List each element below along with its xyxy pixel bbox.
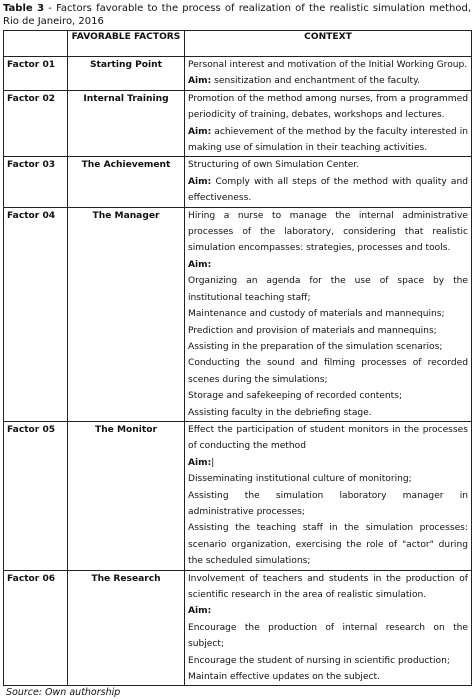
factor-id: Factor 01 bbox=[4, 57, 68, 91]
source-note: Source: Own authorship bbox=[6, 687, 121, 699]
table-row bbox=[4, 157, 472, 207]
header-favorable-factors: FAVORABLE FACTORS bbox=[68, 31, 185, 57]
context-text: Conducting the sound and filming processes of recorded scenes during the simulations; bbox=[188, 358, 468, 385]
context-cell bbox=[185, 57, 472, 91]
table-row bbox=[4, 57, 472, 91]
context-line bbox=[188, 157, 468, 173]
context-line bbox=[188, 488, 468, 521]
context-text: Personal interest and motivation of the Initial Working Group. bbox=[188, 60, 468, 70]
context-line bbox=[188, 620, 468, 653]
table-caption bbox=[3, 2, 471, 28]
context-line bbox=[188, 339, 468, 355]
context-text: achievement of the method by the faculty interested in making use of simulation in their teaching activities. bbox=[188, 126, 468, 154]
context-text: Involvement of teachers and students in the production of scientific research in the area of realistic simulation. bbox=[188, 573, 468, 600]
factor-name: The Monitor bbox=[68, 421, 185, 570]
context-line bbox=[188, 422, 468, 455]
context-text: Organizing an agenda for the use of space by the institutional teaching staff; bbox=[188, 276, 468, 303]
aim-label: Aim: bbox=[188, 606, 212, 617]
table-row bbox=[4, 421, 472, 570]
context-text: Disseminating institutional culture of monitoring; bbox=[188, 474, 412, 485]
context-line bbox=[188, 455, 468, 471]
factor-name: The Research bbox=[68, 570, 185, 686]
context-line bbox=[188, 571, 468, 604]
caption-text: - Factors favorable to the process of realization of the realistic simulation method, Rio de Janeiro, 2016 bbox=[3, 3, 471, 27]
context-text: Promotion of the method among nurses, from a programmed periodicity of training, debates, workshops and lectures. bbox=[188, 93, 468, 121]
context-line bbox=[188, 257, 468, 273]
context-text: Effect the participation of student monitors in the processes of conducting the method bbox=[188, 424, 468, 452]
context-line bbox=[188, 520, 468, 569]
context-line bbox=[188, 653, 468, 669]
context-line bbox=[188, 73, 468, 89]
factor-name: The Manager bbox=[68, 207, 185, 421]
header-blank bbox=[4, 31, 68, 57]
context-line bbox=[188, 355, 468, 388]
context-cell bbox=[185, 570, 472, 686]
aim-label: Aim: bbox=[188, 176, 212, 187]
context-text: Hiring a nurse to manage the internal administrative processes of the laboratory, considering that realistic simulation encompasses: strategies, processes and tools. bbox=[188, 210, 468, 254]
caption-label: Table 3 bbox=[3, 3, 45, 14]
factor-name: The Achievement bbox=[68, 157, 185, 207]
context-text: Assisting the teaching staff in the simulation processes: scenario organization, exercising the role of "actor" during the scheduled simulations; bbox=[188, 523, 468, 567]
aim-label: Aim: bbox=[188, 126, 212, 137]
table-row bbox=[4, 207, 472, 421]
context-text: Comply with all steps of the method with quality and effectiveness. bbox=[188, 176, 468, 204]
context-line bbox=[188, 405, 468, 421]
context-line bbox=[188, 388, 468, 404]
context-line bbox=[188, 124, 468, 157]
context-line bbox=[188, 57, 468, 73]
table-header-row bbox=[4, 31, 472, 57]
aim-label: Aim: bbox=[188, 259, 212, 270]
context-cell bbox=[185, 90, 472, 157]
context-cell bbox=[185, 157, 472, 207]
factor-id: Factor 02 bbox=[4, 90, 68, 157]
context-text: Storage and safekeeping of recorded contents; bbox=[188, 391, 403, 402]
aim-label: Aim: bbox=[188, 457, 212, 468]
factor-id: Factor 05 bbox=[4, 421, 68, 570]
context-text: Maintain effective updates on the subject. bbox=[188, 672, 380, 683]
context-line bbox=[188, 91, 468, 124]
context-line bbox=[188, 273, 468, 306]
context-text: sensitization and enchantment of the faculty. bbox=[211, 76, 421, 87]
context-line bbox=[188, 174, 468, 207]
context-line bbox=[188, 323, 468, 339]
table-row bbox=[4, 90, 472, 157]
context-text: Prediction and provision of materials and mannequins; bbox=[188, 325, 437, 336]
context-line bbox=[188, 208, 468, 257]
context-text: Assisting the simulation laboratory manager in administrative processes; bbox=[188, 490, 468, 517]
context-text: Maintenance and custody of materials and mannequins; bbox=[188, 309, 445, 320]
context-cell bbox=[185, 207, 472, 421]
context-text: Assisting faculty in the debriefing stage. bbox=[188, 407, 372, 418]
factor-id: Factor 06 bbox=[4, 570, 68, 686]
factor-name: Internal Training bbox=[68, 90, 185, 157]
header-context: CONTEXT bbox=[185, 31, 472, 57]
context-text: | bbox=[211, 457, 215, 468]
table-row bbox=[4, 570, 472, 686]
factor-id: Factor 04 bbox=[4, 207, 68, 421]
context-text: Structuring of own Simulation Center. bbox=[188, 160, 360, 171]
context-line bbox=[188, 669, 468, 685]
context-cell bbox=[185, 421, 472, 570]
context-text: Assisting in the preparation of the simulation scenarios; bbox=[188, 341, 443, 352]
context-text: Encourage the production of internal research on the subject; bbox=[188, 622, 468, 650]
factor-id: Factor 03 bbox=[4, 157, 68, 207]
factor-name: Starting Point bbox=[68, 57, 185, 91]
factors-table bbox=[3, 30, 472, 686]
aim-label: Aim: bbox=[188, 76, 212, 87]
context-line bbox=[188, 471, 468, 487]
context-line bbox=[188, 306, 468, 322]
context-line bbox=[188, 603, 468, 619]
table-body bbox=[4, 57, 472, 686]
context-text: Encourage the student of nursing in scientific production; bbox=[188, 655, 450, 666]
